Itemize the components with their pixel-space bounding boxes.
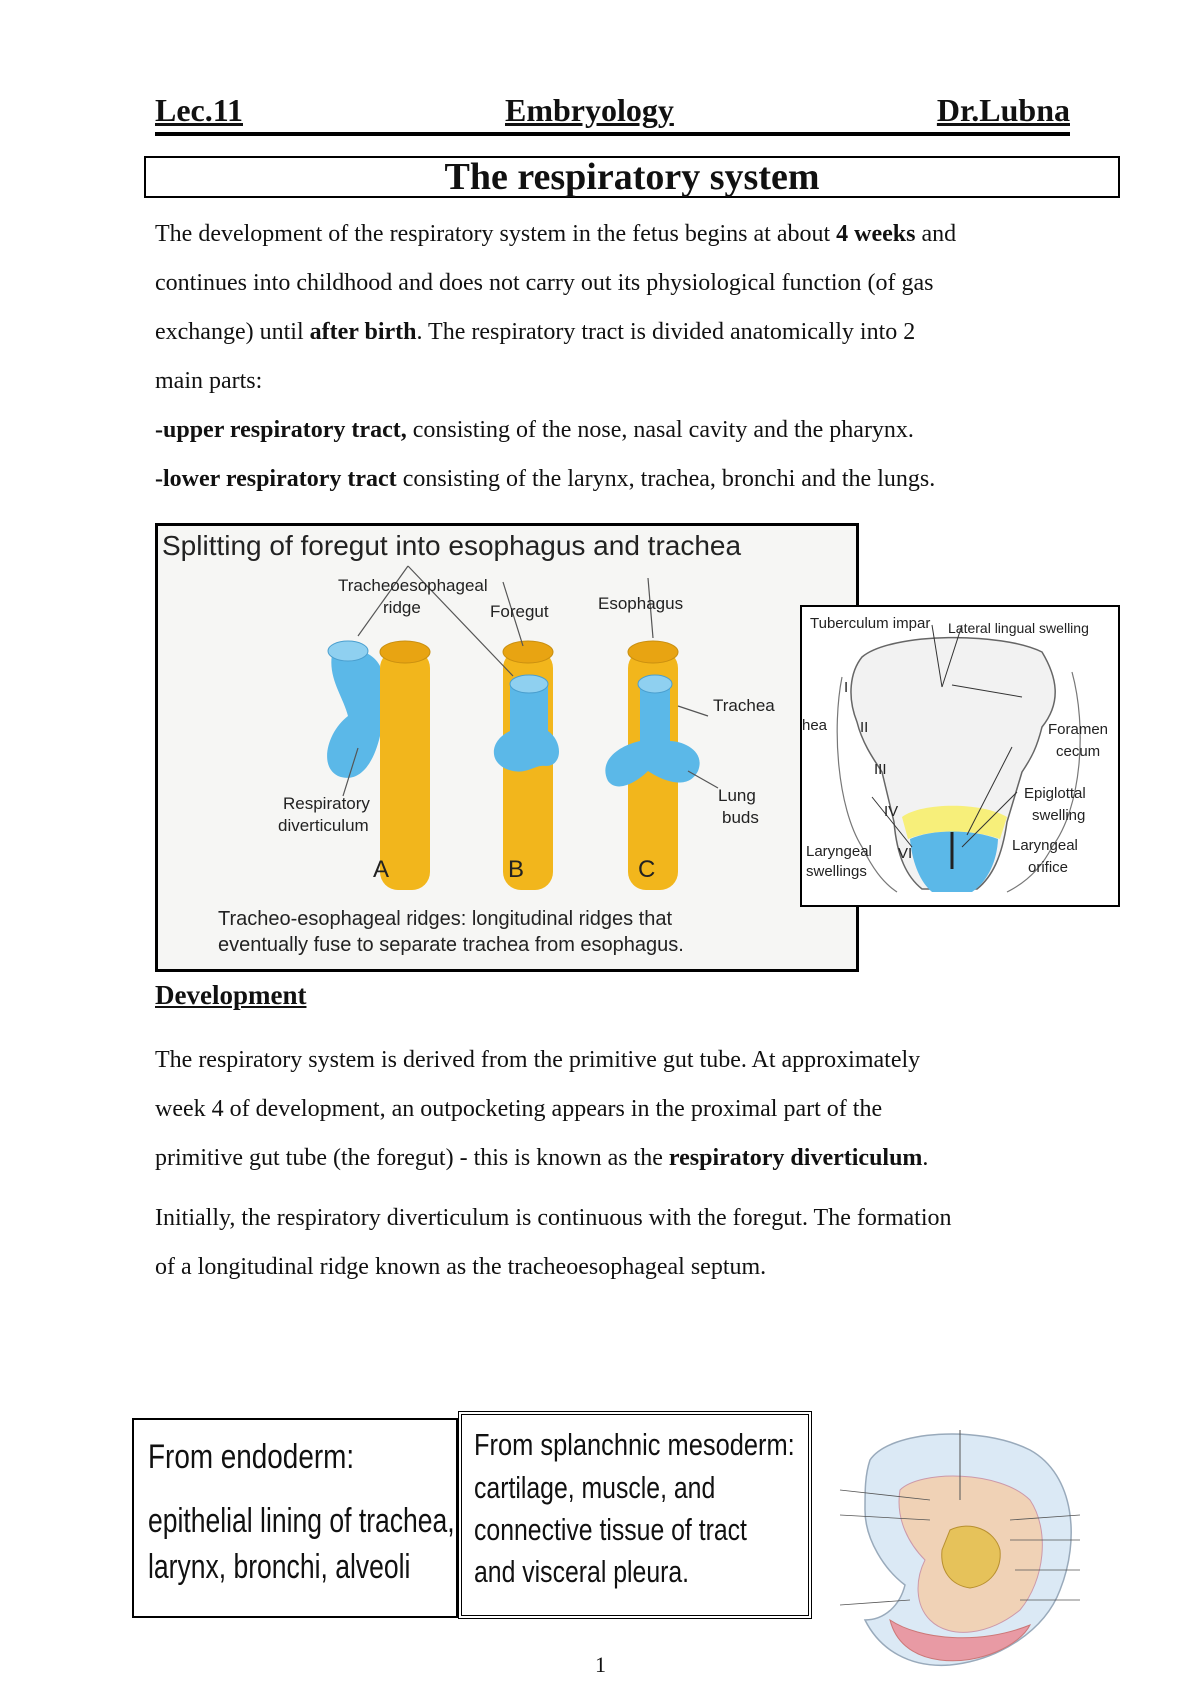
dev-line-2: week 4 of development, an outpocketing appears in the proximal part of the bbox=[155, 1096, 883, 1122]
dev-line-3: primitive gut tube (the foregut) - this is known as the respiratory diverticulum. bbox=[155, 1145, 929, 1171]
caption-line-1: Tracheo-esophageal ridges: longitudinal ridges that bbox=[218, 908, 672, 930]
label-foregut: Foregut bbox=[490, 602, 549, 621]
tongue-larynx-figure bbox=[800, 605, 1120, 907]
subject-name: Embryology bbox=[505, 92, 674, 128]
arch-vi: VI bbox=[898, 845, 913, 862]
intro-line-4: main parts: bbox=[155, 368, 263, 394]
label-cecum: cecum bbox=[1056, 743, 1101, 760]
label-diverticulum: diverticulum bbox=[278, 816, 369, 835]
label-laryngeal-swellings-2: swellings bbox=[806, 863, 867, 880]
label-respiratory: Respiratory bbox=[283, 794, 370, 813]
mesoderm-box bbox=[458, 1411, 812, 1619]
arch-iv: IV bbox=[884, 803, 899, 820]
page-number: 1 bbox=[595, 1652, 606, 1677]
label-epiglottal: Epiglottal bbox=[1024, 785, 1086, 802]
letter-b: B bbox=[508, 856, 525, 883]
arch-iii: III bbox=[874, 761, 887, 778]
dev-line-1: The respiratory system is derived from the primitive gut tube. At approximately bbox=[155, 1047, 921, 1073]
mesoderm-line-3: and visceral pleura. bbox=[474, 1554, 690, 1589]
lower-tract-item: -lower respiratory tract consisting of the larynx, trachea, bronchi and the lungs. bbox=[155, 466, 936, 492]
caption-line-2: eventually fuse to separate trachea from esophagus. bbox=[218, 934, 684, 956]
label-lateral-lingual: Lateral lingual swelling bbox=[948, 620, 1089, 636]
trachea-lung-buds-c bbox=[605, 686, 699, 786]
foregut-splitting-figure bbox=[155, 523, 859, 972]
intro-paragraph bbox=[155, 210, 1105, 504]
label-tuberculum-impar: Tuberculum impar bbox=[810, 615, 931, 632]
esophagus-tube-a bbox=[380, 650, 430, 890]
label-laryngeal-swellings-1: Laryngeal bbox=[806, 843, 872, 860]
endoderm-box bbox=[132, 1418, 458, 1618]
development-heading: Development bbox=[155, 980, 307, 1010]
development-paragraph-2 bbox=[155, 1194, 1105, 1292]
mesoderm-line-1: cartilage, muscle, and bbox=[474, 1470, 716, 1505]
label-esophagus: Esophagus bbox=[598, 594, 684, 613]
dev-line-4: Initially, the respiratory diverticulum is continuous with the foregut. The formation bbox=[155, 1205, 952, 1231]
letter-a: A bbox=[373, 856, 390, 883]
author-name: Dr.Lubna bbox=[936, 92, 1070, 128]
endoderm-line-1: epithelial lining of trachea, bbox=[148, 1502, 455, 1540]
arch-i: I bbox=[844, 679, 849, 696]
lecture-number: Lec.11 bbox=[155, 92, 243, 128]
label-trachea: Trachea bbox=[713, 696, 775, 715]
development-paragraph-1 bbox=[155, 1036, 1105, 1183]
label-epi-swelling: swelling bbox=[1032, 807, 1086, 824]
label-laryngeal-orifice-1: Laryngeal bbox=[1012, 837, 1078, 854]
intro-line-3: exchange) until after birth. The respiratory tract is divided anatomically into 2 bbox=[155, 319, 916, 345]
embryo-illustration bbox=[830, 1420, 1092, 1675]
endoderm-line-2: larynx, bronchi, alveoli bbox=[148, 1548, 411, 1586]
dev-line-5: of a longitudinal ridge known as the tracheoesophageal septum. bbox=[155, 1254, 767, 1280]
figure-caption bbox=[218, 906, 838, 958]
endoderm-title: From endoderm: bbox=[148, 1438, 355, 1476]
figure-title: Splitting of foregut into esophagus and trachea bbox=[162, 530, 742, 561]
arch-ii: II bbox=[860, 719, 869, 736]
mesoderm-title: From splanchnic mesoderm: bbox=[474, 1427, 795, 1462]
intro-line-1: The development of the respiratory system in the fetus begins at about 4 weeks and bbox=[155, 221, 957, 247]
page-header bbox=[155, 92, 1070, 136]
intro-line-2: continues into childhood and does not carry out its physiological function (of gas bbox=[155, 270, 934, 296]
label-hea: hea bbox=[802, 717, 828, 734]
page-title: The respiratory system bbox=[144, 156, 1120, 198]
letter-c: C bbox=[638, 856, 656, 883]
label-foramen: Foramen bbox=[1048, 721, 1109, 738]
label-buds: buds bbox=[722, 808, 759, 827]
mesoderm-body bbox=[474, 1467, 747, 1593]
mesoderm-line-2: connective tissue of tract bbox=[474, 1512, 747, 1547]
respiratory-diverticulum-a bbox=[327, 648, 380, 778]
label-lung: Lung bbox=[718, 786, 756, 805]
label-tracheoesophageal: Tracheoesophageal bbox=[338, 576, 488, 595]
foregut-diagram bbox=[158, 526, 856, 969]
label-ridge: ridge bbox=[383, 598, 421, 617]
endoderm-body bbox=[148, 1498, 455, 1590]
label-laryngeal-orifice-2: orifice bbox=[1028, 859, 1069, 876]
upper-tract-item: -upper respiratory tract, consisting of the nose, nasal cavity and the pharynx. bbox=[155, 417, 914, 443]
